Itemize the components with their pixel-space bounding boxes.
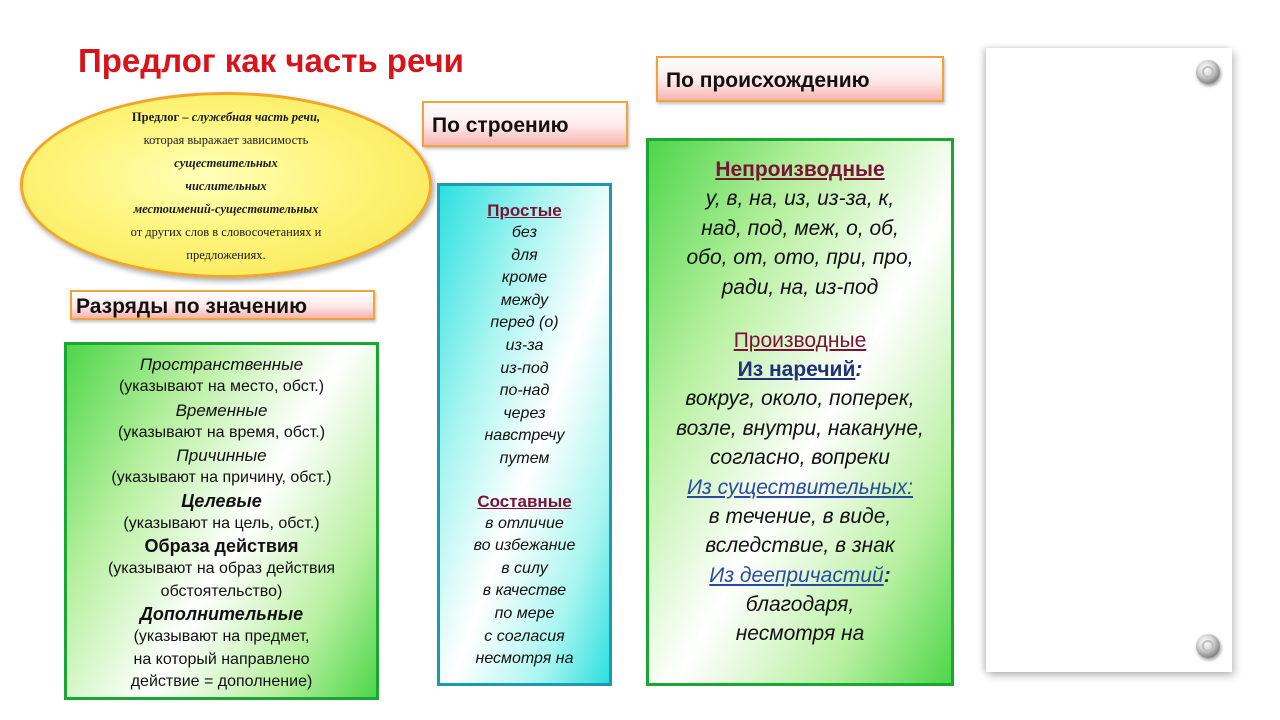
list-item: на который направлено (133, 650, 310, 668)
list-item: благодаря, (745, 592, 855, 616)
list-item: путем (499, 449, 550, 467)
list-item: перед (о) (490, 314, 559, 332)
nonderived-heading: Непроизводные (715, 158, 885, 181)
list-item: из-за (505, 336, 544, 354)
list-item: для (511, 246, 538, 264)
list-item: вследствие, в знак (705, 534, 895, 557)
compound-heading: Составные (477, 491, 572, 511)
list-item: во избежание (473, 537, 576, 555)
list-item: в отличие (485, 514, 564, 532)
list-item: Целевые (181, 490, 262, 511)
list-item: ради, на, из-под (721, 275, 879, 299)
list-item: Пространственные (139, 355, 304, 374)
list-item: через (503, 404, 546, 422)
label-proiskhozhdenie: По происхождению (656, 56, 944, 102)
list-item: действие = дополнение) (130, 673, 313, 690)
list-item: по-над (499, 382, 550, 400)
list-item: несмотря на (735, 622, 865, 645)
list-item: с согласия (484, 627, 565, 645)
list-item: по мере (494, 604, 555, 622)
list-item: (указывают на цель, обст.) (123, 514, 320, 532)
definition-text: Предлог – служебная часть речи, которая выражает зависимость существительных числительных местоимений-существительных от других слов в словосочетаниях и предложениях. (130, 110, 322, 262)
list-item: в силу (501, 559, 548, 577)
list-item: (указывают на образ действия (107, 560, 336, 577)
list-item: навстречу (484, 427, 565, 445)
list-item: (указывают на время, обст.) (117, 423, 326, 441)
list-item: (указывают на место, обст.) (118, 378, 325, 395)
proiskhozhdenie-box: Непроизводные у, в, на, из, из-за, к, над, под, меж, о, об, обо, от, ото, при, про, ради, на, из-под Производные Из наречий: вокруг, около, поперек, возле, внутри, накануне, согласно, вопреки Из существительных: в течение, в виде, вследствие, в знак Из деепричастий: благодаря, несмотря на (646, 138, 954, 686)
list-item: обстоятельство) (160, 582, 283, 600)
razryady-box (64, 342, 379, 700)
pin-icon (1196, 634, 1220, 658)
label-razryady: Разряды по значению (70, 290, 375, 320)
definition-term: Предлог (131, 110, 180, 124)
list-item: в качестве (482, 582, 567, 600)
list-item: несмотря на (475, 650, 574, 668)
nouns-heading: Из существительных: (686, 475, 914, 499)
list-item: Образа действия (144, 536, 299, 556)
list-item: Дополнительные (139, 604, 304, 624)
list-item: без (511, 224, 538, 241)
adverbs-heading: Из наречий (737, 358, 856, 381)
list-item: обо, от, ото, при, про, (686, 246, 914, 269)
list-item: вокруг, около, поперек, (685, 387, 915, 410)
list-item: над, под, меж, о, об, (701, 216, 899, 240)
stroenie-box (437, 183, 612, 686)
list-item: кроме (501, 269, 548, 287)
list-item: Временные (175, 400, 268, 420)
gerunds-heading: Из деепричастий (709, 563, 884, 587)
pinned-paper (986, 48, 1232, 672)
list-item: Причинные (176, 446, 267, 465)
list-item: возле, внутри, накануне, (676, 416, 924, 440)
derived-heading: Производные (733, 329, 867, 352)
list-item: в течение, в виде, (708, 504, 892, 528)
list-item: между (500, 291, 549, 309)
list-item: согласно, вопреки (710, 446, 890, 469)
label-stroenie: По строению (422, 101, 628, 147)
list-item: (указывают на предмет, (133, 628, 310, 645)
list-item: (указывают на причину, обст.) (111, 469, 332, 486)
list-item: из-под (500, 359, 549, 377)
pin-icon (1196, 60, 1220, 84)
list-item: у, в, на, из, из-за, к, (705, 187, 895, 210)
simple-heading: Простые (487, 201, 562, 220)
page-title: Предлог как часть речи (78, 42, 464, 79)
